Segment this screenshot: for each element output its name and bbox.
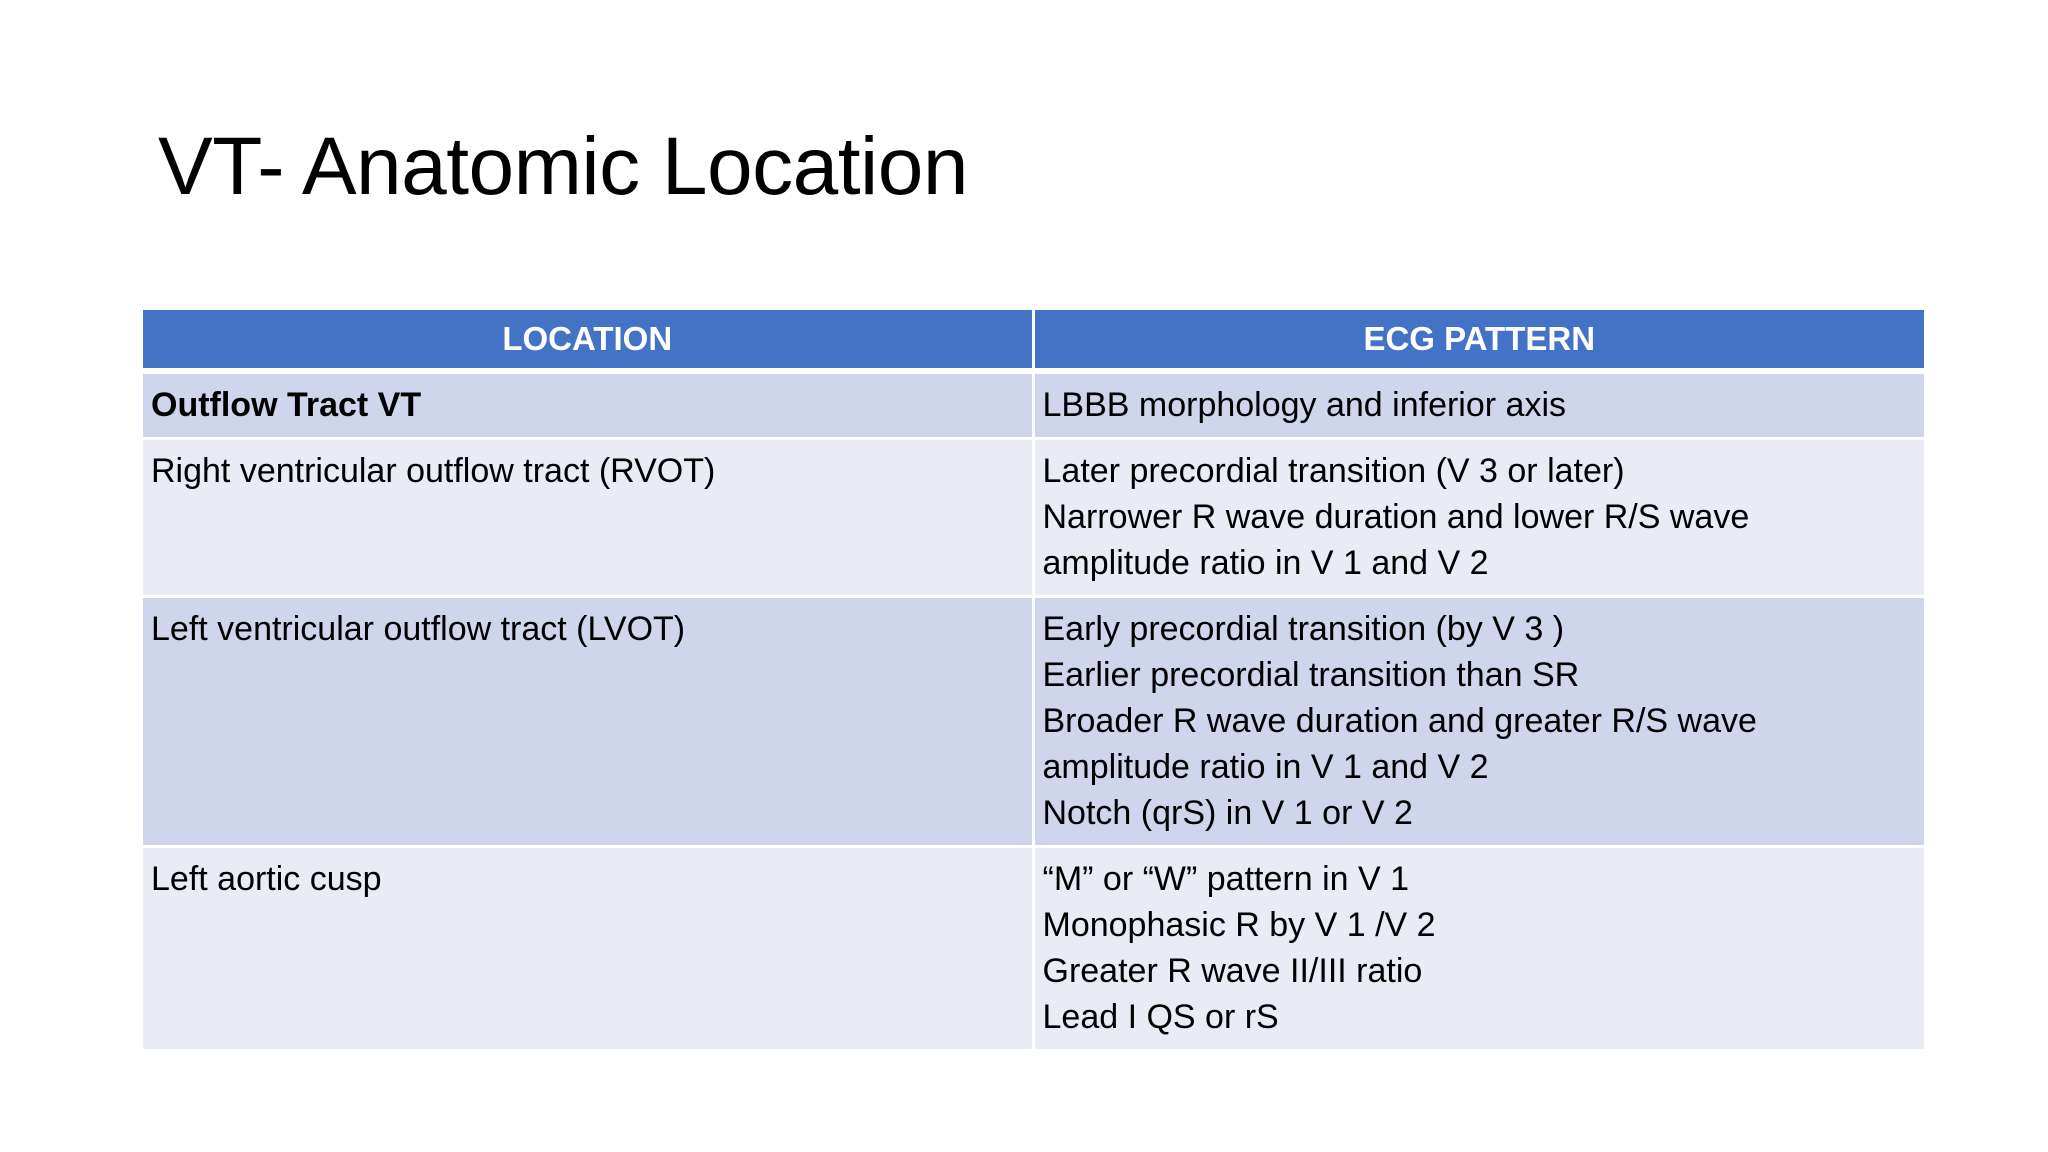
pattern-line: Greater R wave II/III ratio: [1042, 952, 1423, 990]
pattern-line: amplitude ratio in V 1 and V 2: [1042, 748, 1489, 786]
pattern-line: “M” or “W” pattern in V 1: [1042, 860, 1410, 898]
pattern-line: Early precordial transition (by V 3 ): [1042, 610, 1565, 648]
slide-title: VT- Anatomic Location: [158, 121, 968, 212]
header-location: LOCATION: [143, 310, 1033, 371]
table-row: [143, 597, 1924, 847]
location-cell: Left aortic cusp: [143, 847, 1033, 1051]
table-row: [143, 847, 1924, 1051]
location-cell: Right ventricular outflow tract (RVOT): [143, 439, 1033, 597]
location-cell: Left ventricular outflow tract (LVOT): [143, 597, 1033, 847]
pattern-line: Lead I QS or rS: [1042, 998, 1279, 1036]
vt-location-table: [143, 310, 1924, 1052]
pattern-line: Notch (qrS) in V 1 or V 2: [1042, 794, 1413, 832]
header-ecg-pattern: ECG PATTERN: [1033, 310, 1924, 371]
table-row: [143, 439, 1924, 597]
pattern-line: Narrower R wave duration and lower R/S wave: [1042, 498, 1750, 536]
location-cell: Outflow Tract VT: [143, 371, 1033, 439]
pattern-line: amplitude ratio in V 1 and V 2: [1042, 544, 1489, 582]
pattern-line: LBBB morphology and inferior axis: [1042, 386, 1566, 424]
pattern-line: Later precordial transition (V 3 or later): [1042, 452, 1625, 490]
ecg-pattern-cell: [1033, 371, 1924, 439]
table-row: [143, 371, 1924, 439]
pattern-line: Broader R wave duration and greater R/S wave: [1042, 702, 1757, 740]
pattern-line: Earlier precordial transition than SR: [1042, 656, 1580, 694]
ecg-pattern-cell: [1033, 597, 1924, 847]
ecg-pattern-cell: [1033, 847, 1924, 1051]
table-header-row: [143, 310, 1924, 371]
ecg-pattern-cell: [1033, 439, 1924, 597]
pattern-line: Monophasic R by V 1 /V 2: [1042, 906, 1436, 944]
